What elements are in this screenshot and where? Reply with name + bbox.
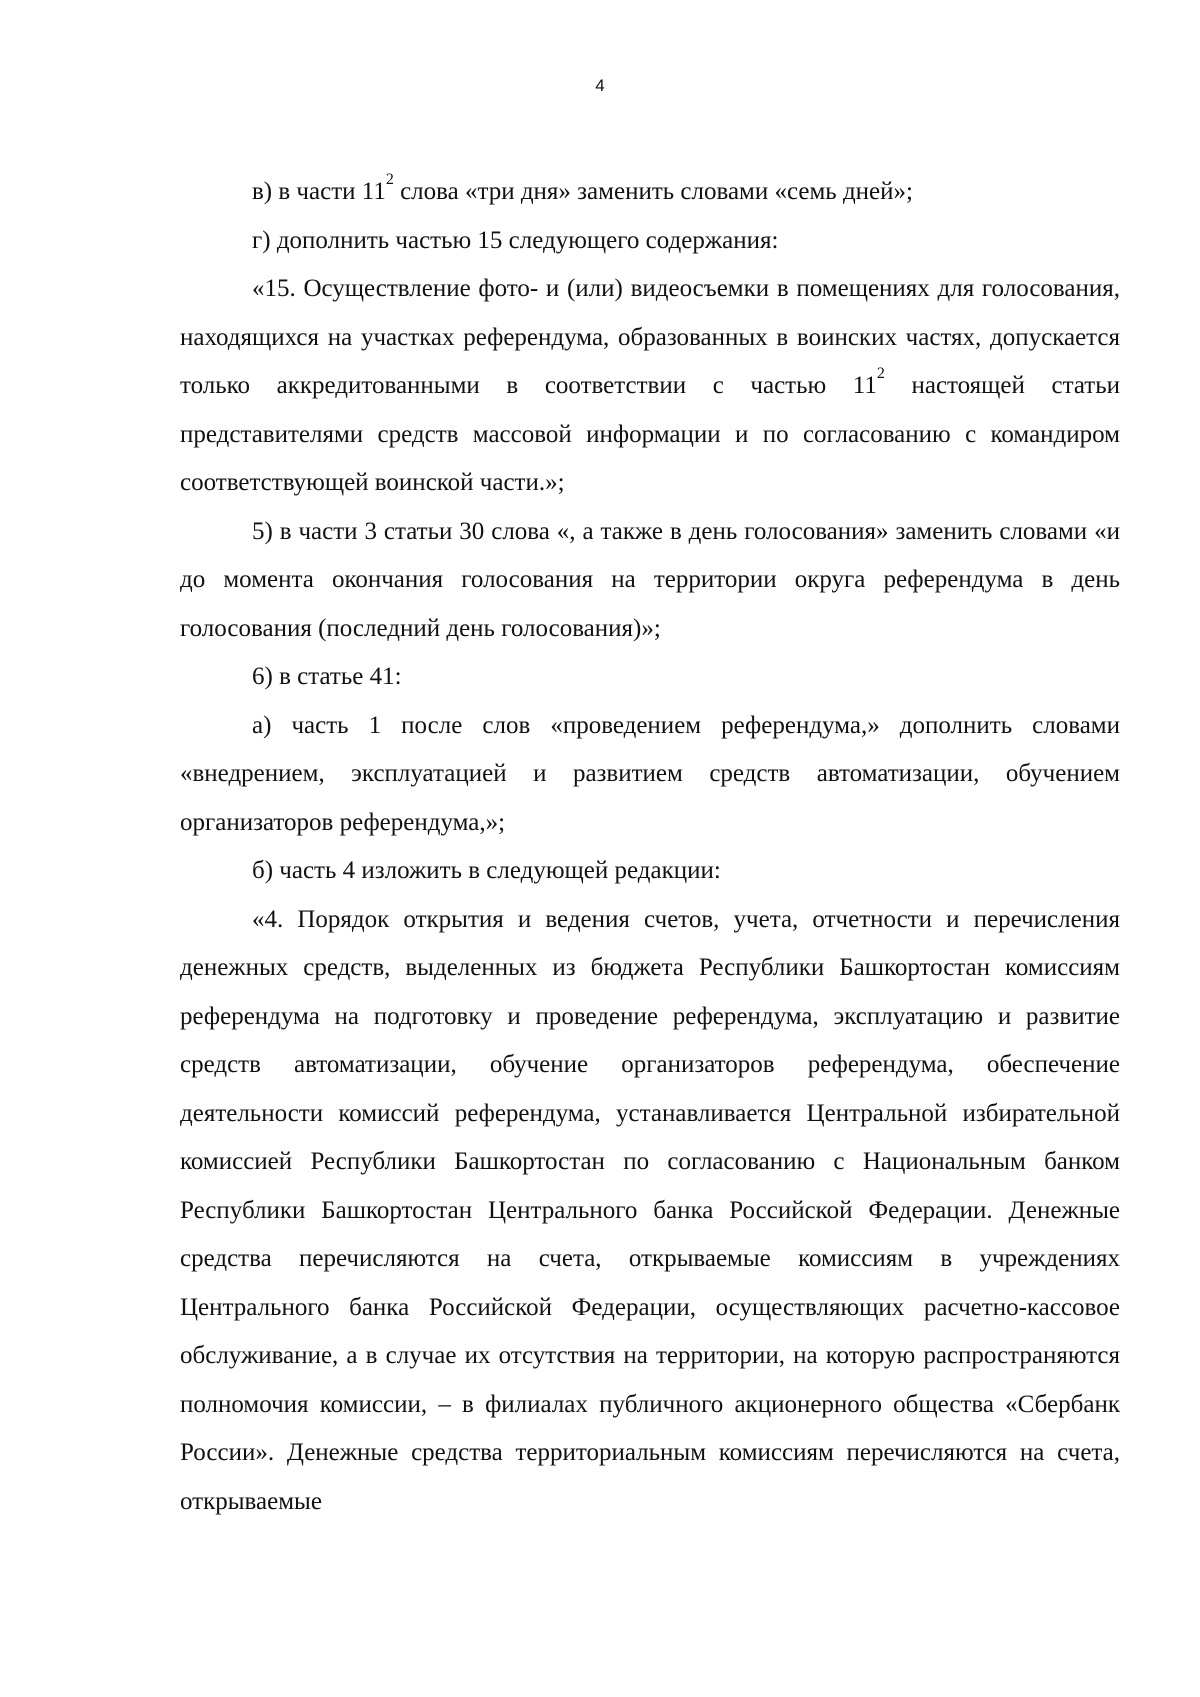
text-fragment: «4. Порядок открытия и ведения счетов, учета, отчетности и перечисления денежных средств, выделенных из бюджета Республики Башкортостан комиссиям референдума на подготовку и проведение референдума, эксплуатацию и развитие средств автоматизации, обучение организаторов референдума, обеспечение деятельности комиссий референдума, устанавливается Центральной избирательной комиссией Республики Башкортостан по согласованию с Национальным банком Республики Башкортостан Центрального банка Российской Федерации. Денежные средства перечисляются на счета, открываемые комиссиям в учреждениях Центрального банка Российской Федерации, осуществляющих расчетно-кассовое обслуживание, а в случае их отсутствия на территории, на которую распространяются полномочия комиссии, – в филиалах публичного акционерного общества «Сбербанк России». Денежные средства территориальным комиссиям перечисляются на счета, открываемые	[180, 905, 1120, 1515]
text-fragment: 6) в статье 41:	[252, 663, 402, 690]
text-fragment: г) дополнить частью 15 следующего содержания:	[252, 226, 779, 254]
text-fragment: в) в части 11	[252, 178, 386, 205]
paragraph	[180, 508, 1120, 654]
superscript: 2	[385, 171, 394, 188]
text-fragment: «15. Осуществление фото- и (или) видеосъемки в помещениях для голосования, находящихся на участках референдума, образованных в воинских частях, допускается только аккредитованными в соответствии с частью 11	[180, 275, 1120, 399]
text-fragment: слова «три дня» заменить словами «семь дней»;	[393, 178, 913, 205]
text-fragment: а) часть 1 после слов «проведением референдума,» дополнить словами «внедрением, эксплуатацией и развитием средств автоматизации, обучением организаторов референдума,»;	[180, 711, 1120, 836]
paragraph	[180, 702, 1120, 848]
superscript: 2	[876, 365, 885, 382]
page-number: 4	[595, 76, 605, 95]
paragraph	[180, 847, 1120, 896]
paragraph	[180, 168, 1120, 217]
paragraph	[180, 265, 1120, 508]
paragraph	[180, 653, 1120, 702]
paragraph	[180, 896, 1120, 1527]
text-fragment: настоящей статьи представителями средств массовой информации и по согласованию с командиром соответствующей воинской части.»;	[180, 372, 1120, 496]
paragraph	[180, 217, 1120, 266]
text-fragment: б) часть 4 изложить в следующей редакции:	[252, 857, 721, 884]
document-body	[180, 168, 1120, 1526]
text-fragment: 5) в части 3 статьи 30 слова «, а также в день голосования» заменить словами «и до момента окончания голосования на территории округа референдума в день голосования (последний день голосования)»;	[180, 517, 1120, 642]
